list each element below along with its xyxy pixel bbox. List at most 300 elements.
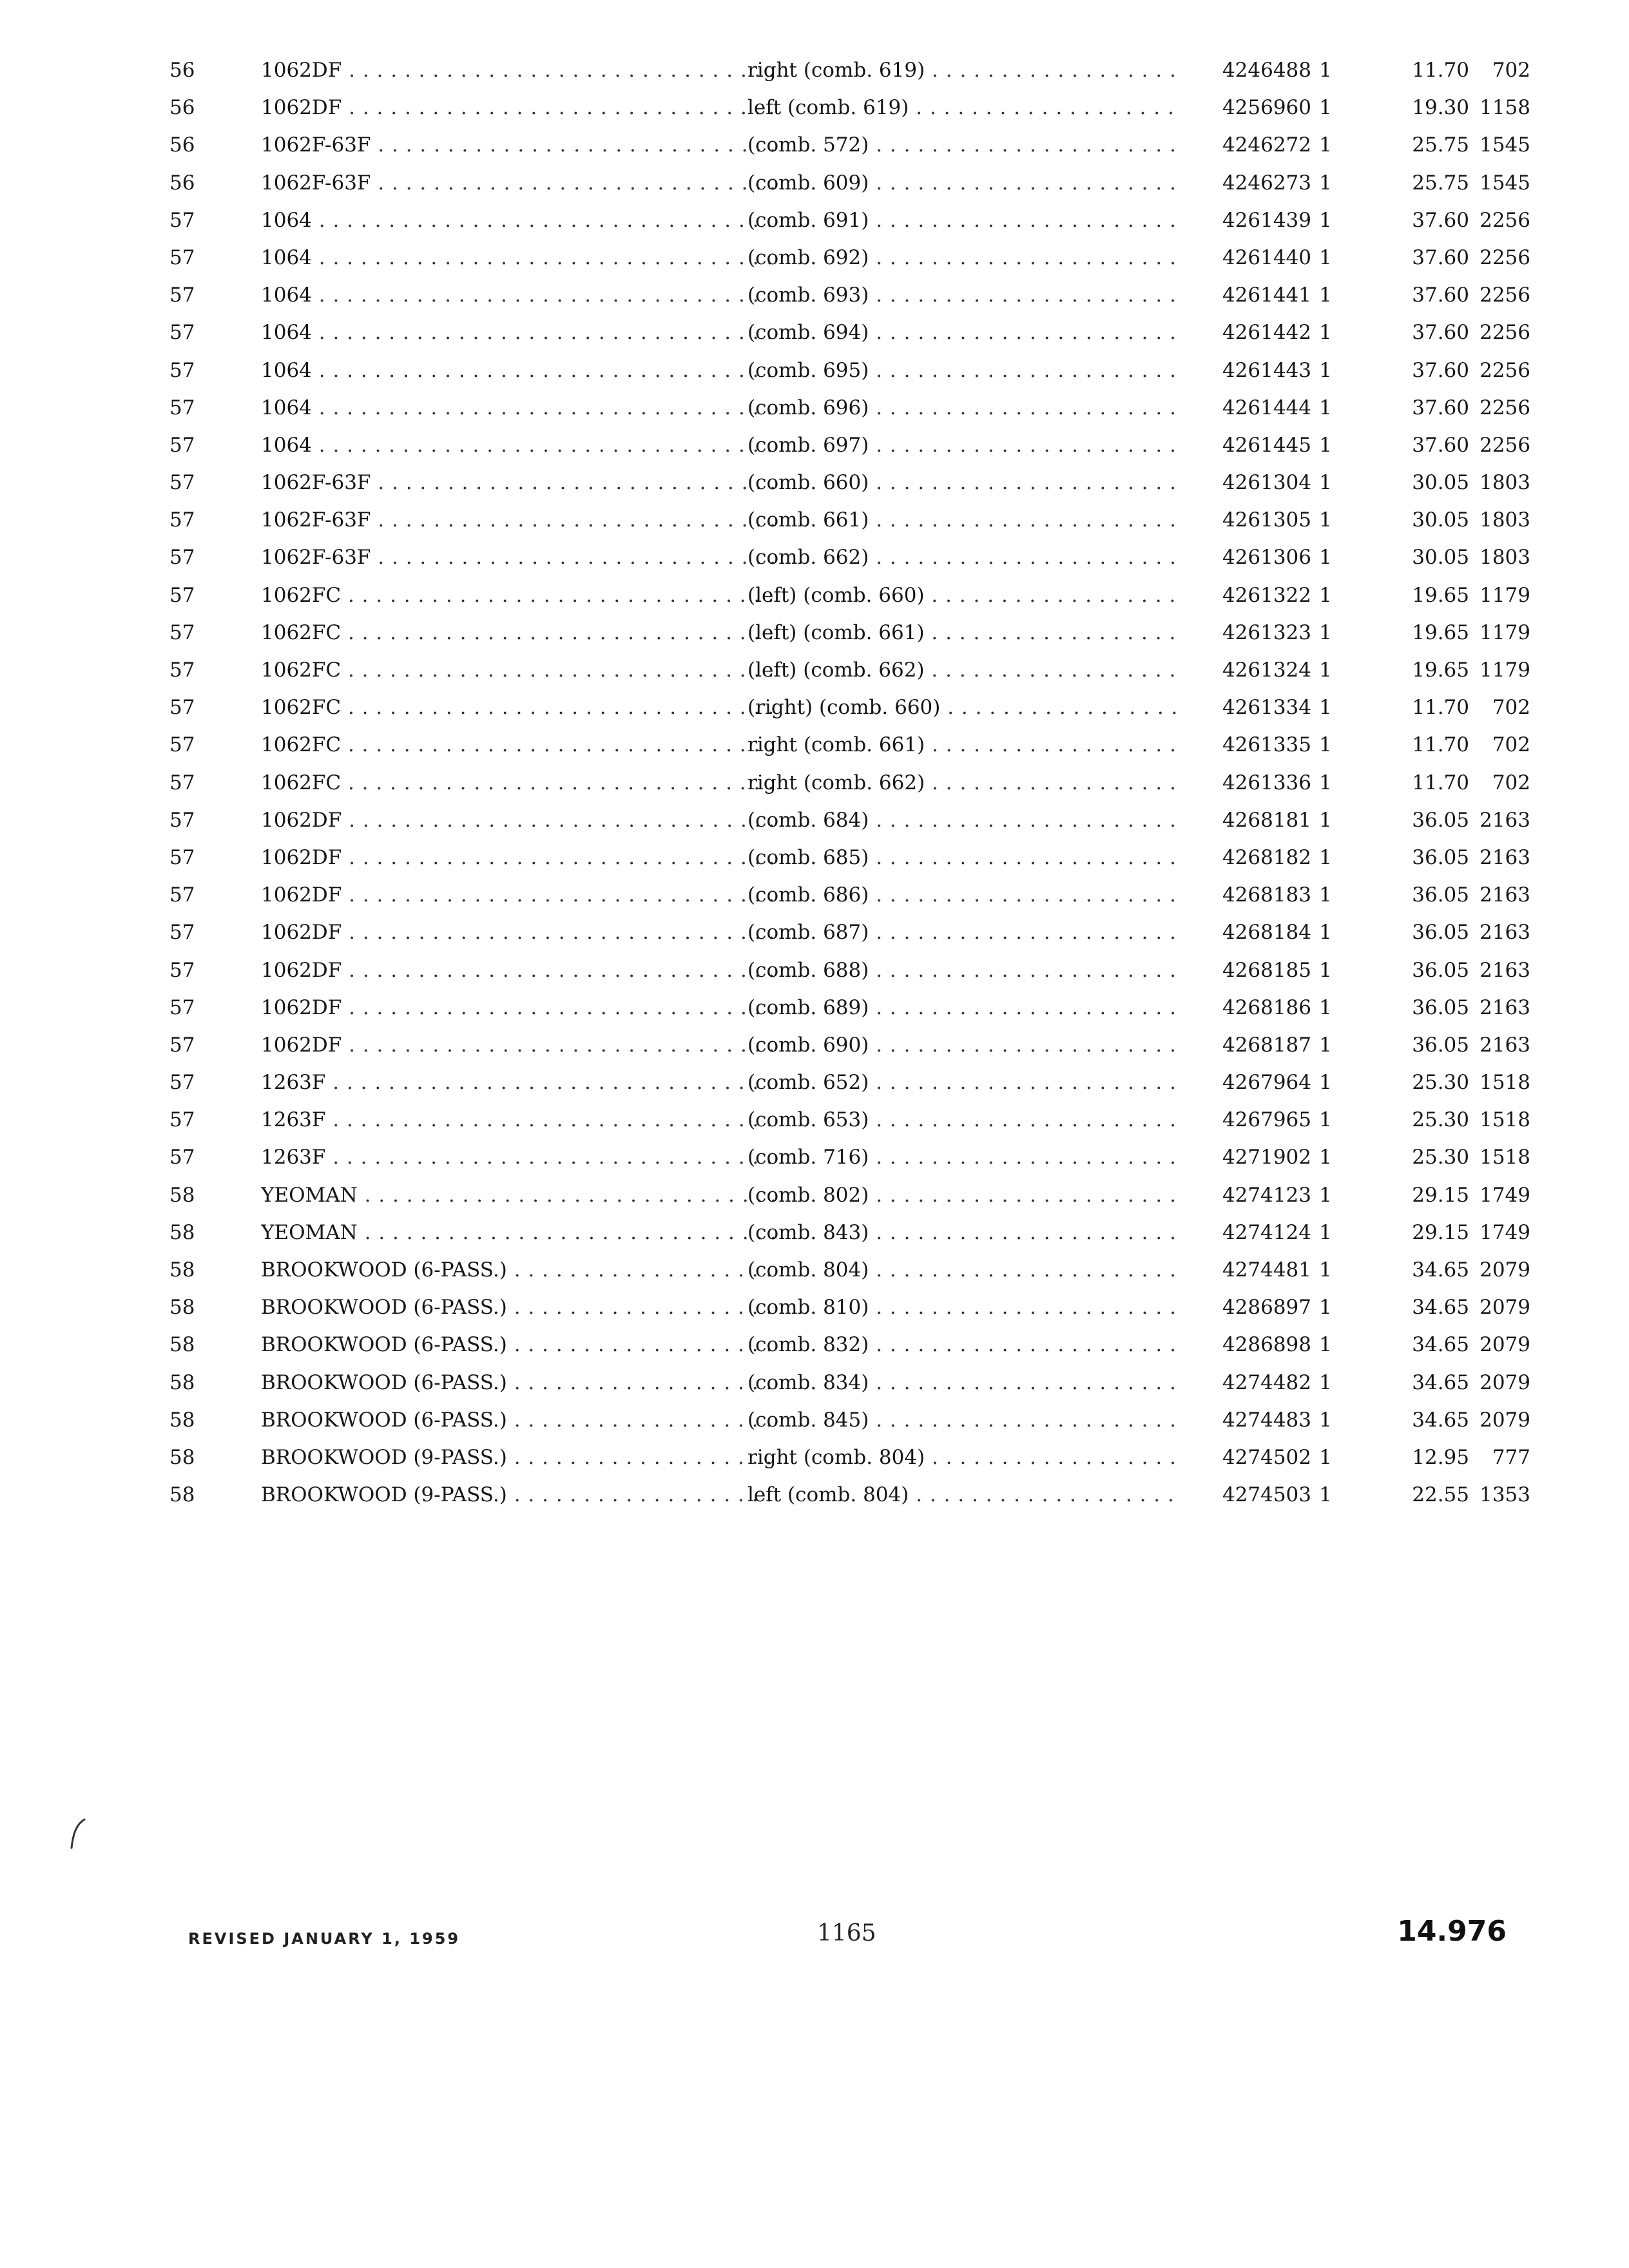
quantity-cell: 1 <box>1319 171 1332 195</box>
price-cell: 34.65 <box>1412 1296 1469 1320</box>
model-cell <box>261 1101 776 1139</box>
quantity-cell: 1 <box>1319 620 1332 644</box>
quantity-cell: 1 <box>1319 508 1332 532</box>
year-cell: 57 <box>169 771 195 794</box>
part-number-cell: 4256960 <box>1222 96 1311 120</box>
table-row <box>164 1289 1530 1326</box>
model-text: 1062F-63F . . . <box>261 546 776 569</box>
model-cell <box>261 239 776 276</box>
model-text: BROOKWOOD (9-PASS.) . . . <box>261 1446 776 1469</box>
table-row <box>164 314 1530 351</box>
code-cell: 1518 <box>1480 1146 1530 1169</box>
model-cell <box>261 427 776 464</box>
model-cell <box>261 539 776 576</box>
description-text: (comb. 685) . . . <box>747 846 1176 869</box>
description-cell <box>747 989 1176 1026</box>
description-text: (comb. 653) . . . <box>747 1108 1176 1131</box>
quantity-cell: 1 <box>1319 59 1332 82</box>
quantity-cell: 1 <box>1319 921 1332 945</box>
model-cell <box>261 314 776 351</box>
model-cell <box>261 276 776 314</box>
quantity-cell: 1 <box>1319 1333 1332 1357</box>
model-text: 1062DF . . . <box>261 996 776 1019</box>
description-cell <box>747 1476 1176 1514</box>
quantity-cell: 1 <box>1319 133 1332 157</box>
code-cell: 2163 <box>1480 958 1530 982</box>
table-row <box>164 239 1530 276</box>
model-text: YEOMAN . . . <box>261 1221 776 1244</box>
model-cell <box>261 1139 776 1176</box>
description-text: (left) (comb. 661) . . . <box>747 621 1176 644</box>
quantity-cell: 1 <box>1319 1408 1332 1432</box>
description-text: (comb. 693) . . . <box>747 284 1176 307</box>
description-cell <box>747 202 1176 239</box>
quantity-cell: 1 <box>1319 1033 1332 1057</box>
description-text: (comb. 687) . . . <box>747 921 1176 944</box>
description-text: (left) (comb. 662) . . . <box>747 658 1176 682</box>
page-number: 1165 <box>817 1920 876 1946</box>
model-text: BROOKWOOD (6-PASS.) . . . <box>261 1371 776 1394</box>
year-cell: 57 <box>169 546 195 570</box>
model-text: 1062DF . . . <box>261 809 776 832</box>
part-number-cell: 4261323 <box>1222 620 1311 644</box>
table-row <box>164 1139 1530 1176</box>
description-text: (comb. 661) . . . <box>747 508 1176 532</box>
description-text: (comb. 686) . . . <box>747 883 1176 907</box>
model-cell <box>261 1064 776 1101</box>
model-cell <box>261 1177 776 1214</box>
description-text: (comb. 845) . . . <box>747 1408 1176 1432</box>
code-cell: 1353 <box>1480 1483 1530 1507</box>
table-row <box>164 126 1530 164</box>
year-cell: 57 <box>169 921 195 945</box>
table-row <box>164 464 1530 501</box>
quantity-cell: 1 <box>1319 96 1332 120</box>
model-cell <box>261 651 776 689</box>
code-cell: 702 <box>1492 771 1530 794</box>
part-number-cell: 4268182 <box>1222 845 1311 869</box>
model-text: 1062F-63F . . . <box>261 171 776 195</box>
model-cell <box>261 1026 776 1064</box>
description-cell <box>747 464 1176 501</box>
part-number-cell: 4246273 <box>1222 171 1311 195</box>
model-text: 1062FC . . . <box>261 771 776 794</box>
description-cell <box>747 1326 1176 1363</box>
price-cell: 25.30 <box>1412 1108 1469 1132</box>
quantity-cell: 1 <box>1319 245 1332 269</box>
price-cell: 34.65 <box>1412 1258 1469 1282</box>
description-cell <box>747 276 1176 314</box>
description-text: left (comb. 804) . . . <box>747 1483 1176 1506</box>
year-cell: 57 <box>169 733 195 757</box>
description-text: (comb. 694) . . . <box>747 321 1176 344</box>
model-text: 1062FC . . . <box>261 584 776 607</box>
price-cell: 36.05 <box>1412 808 1469 832</box>
price-cell: 37.60 <box>1412 433 1469 457</box>
quantity-cell: 1 <box>1319 845 1332 869</box>
model-cell <box>261 876 776 914</box>
code-cell: 2163 <box>1480 845 1530 869</box>
part-number-cell: 4261336 <box>1222 771 1311 794</box>
year-cell: 58 <box>169 1258 195 1282</box>
price-cell: 37.60 <box>1412 208 1469 232</box>
part-number-cell: 4268183 <box>1222 883 1311 907</box>
description-cell <box>747 1214 1176 1251</box>
description-cell <box>747 651 1176 689</box>
code-cell: 2163 <box>1480 883 1530 907</box>
table-row <box>164 802 1530 839</box>
model-text: 1064 . . . <box>261 359 776 382</box>
quantity-cell: 1 <box>1319 658 1332 682</box>
table-row <box>164 1064 1530 1101</box>
model-text: 1064 . . . <box>261 284 776 307</box>
description-text: (comb. 660) . . . <box>747 471 1176 494</box>
year-cell: 58 <box>169 1408 195 1432</box>
description-text: (comb. 843) . . . <box>747 1221 1176 1244</box>
model-cell <box>261 202 776 239</box>
code-cell: 1545 <box>1480 171 1530 195</box>
part-number-cell: 4261441 <box>1222 284 1311 307</box>
part-number-cell: 4274482 <box>1222 1370 1311 1394</box>
description-text: left (comb. 619) . . . <box>747 96 1176 119</box>
model-text: 1062FC . . . <box>261 658 776 682</box>
quantity-cell: 1 <box>1319 733 1332 757</box>
year-cell: 58 <box>169 1483 195 1507</box>
part-number-cell: 4268184 <box>1222 921 1311 945</box>
part-number-cell: 4268181 <box>1222 808 1311 832</box>
table-row <box>164 1401 1530 1439</box>
code-cell: 2163 <box>1480 808 1530 832</box>
price-cell: 37.60 <box>1412 358 1469 382</box>
description-cell <box>747 427 1176 464</box>
table-row <box>164 876 1530 914</box>
model-text: 1062F-63F . . . <box>261 508 776 532</box>
model-text: BROOKWOOD (6-PASS.) . . . <box>261 1258 776 1282</box>
price-cell: 19.65 <box>1412 620 1469 644</box>
price-cell: 30.05 <box>1412 546 1469 570</box>
description-cell <box>747 501 1176 539</box>
price-cell: 37.60 <box>1412 321 1469 345</box>
price-cell: 36.05 <box>1412 995 1469 1019</box>
description-cell <box>747 1064 1176 1101</box>
description-text: right (comb. 662) . . . <box>747 771 1176 794</box>
table-row <box>164 726 1530 764</box>
model-cell <box>261 52 776 89</box>
part-number-cell: 4246272 <box>1222 133 1311 157</box>
price-cell: 29.15 <box>1412 1220 1469 1244</box>
model-cell <box>261 1289 776 1326</box>
year-cell: 58 <box>169 1183 195 1207</box>
table-row <box>164 1214 1530 1251</box>
code-cell: 1179 <box>1480 583 1530 607</box>
part-number-cell: 4261445 <box>1222 433 1311 457</box>
description-text: (comb. 810) . . . <box>747 1296 1176 1319</box>
year-cell: 57 <box>169 245 195 269</box>
part-number-cell: 4274483 <box>1222 1408 1311 1432</box>
part-number-cell: 4267965 <box>1222 1108 1311 1132</box>
model-text: 1062DF . . . <box>261 883 776 907</box>
part-number-cell: 4261335 <box>1222 733 1311 757</box>
description-cell <box>747 1026 1176 1064</box>
quantity-cell: 1 <box>1319 583 1332 607</box>
quantity-cell: 1 <box>1319 208 1332 232</box>
description-text: (comb. 689) . . . <box>747 996 1176 1019</box>
model-text: BROOKWOOD (6-PASS.) . . . <box>261 1296 776 1319</box>
description-text: (left) (comb. 660) . . . <box>747 584 1176 607</box>
revision-date: REVISED JANUARY 1, 1959 <box>188 1930 461 1948</box>
model-text: 1263F . . . <box>261 1146 776 1169</box>
code-cell: 2079 <box>1480 1370 1530 1394</box>
part-number-cell: 4286898 <box>1222 1333 1311 1357</box>
description-cell <box>747 1289 1176 1326</box>
part-number-cell: 4274503 <box>1222 1483 1311 1507</box>
description-cell <box>747 389 1176 427</box>
model-text: 1062DF . . . <box>261 846 776 869</box>
year-cell: 57 <box>169 883 195 907</box>
year-cell: 57 <box>169 433 195 457</box>
description-cell <box>747 764 1176 802</box>
table-row <box>164 952 1530 989</box>
model-cell <box>261 501 776 539</box>
quantity-cell: 1 <box>1319 284 1332 307</box>
part-number-cell: 4286897 <box>1222 1296 1311 1320</box>
price-cell: 37.60 <box>1412 245 1469 269</box>
quantity-cell: 1 <box>1319 1183 1332 1207</box>
table-row <box>164 614 1530 651</box>
price-cell: 11.70 <box>1412 696 1469 720</box>
part-number-cell: 4261444 <box>1222 396 1311 419</box>
description-text: right (comb. 804) . . . <box>747 1446 1176 1469</box>
part-number-cell: 4261324 <box>1222 658 1311 682</box>
pen-mark <box>68 1817 87 1849</box>
price-cell: 25.30 <box>1412 1071 1469 1095</box>
year-cell: 57 <box>169 1146 195 1169</box>
table-row <box>164 989 1530 1026</box>
model-cell <box>261 464 776 501</box>
year-cell: 58 <box>169 1445 195 1469</box>
table-row <box>164 764 1530 802</box>
description-text: (comb. 804) . . . <box>747 1258 1176 1282</box>
year-cell: 57 <box>169 1071 195 1095</box>
price-cell: 36.05 <box>1412 921 1469 945</box>
quantity-cell: 1 <box>1319 433 1332 457</box>
table-row <box>164 501 1530 539</box>
code-cell: 2079 <box>1480 1333 1530 1357</box>
model-text: 1064 . . . <box>261 434 776 457</box>
description-text: (comb. 688) . . . <box>747 959 1176 982</box>
model-text: 1263F . . . <box>261 1108 776 1131</box>
quantity-cell: 1 <box>1319 546 1332 570</box>
description-cell <box>747 539 1176 576</box>
description-cell <box>747 1439 1176 1476</box>
quantity-cell: 1 <box>1319 1108 1332 1132</box>
year-cell: 57 <box>169 995 195 1019</box>
description-cell <box>747 577 1176 614</box>
price-cell: 37.60 <box>1412 284 1469 307</box>
model-text: 1062DF . . . <box>261 921 776 944</box>
quantity-cell: 1 <box>1319 995 1332 1019</box>
table-row <box>164 539 1530 576</box>
table-row <box>164 52 1530 89</box>
price-cell: 12.95 <box>1412 1445 1469 1469</box>
model-cell <box>261 1439 776 1476</box>
description-text: (comb. 662) . . . <box>747 546 1176 569</box>
part-number-cell: 4274123 <box>1222 1183 1311 1207</box>
model-text: 1062DF . . . <box>261 96 776 119</box>
quantity-cell: 1 <box>1319 321 1332 345</box>
model-cell <box>261 764 776 802</box>
code-cell: 2079 <box>1480 1258 1530 1282</box>
model-cell <box>261 689 776 726</box>
quantity-cell: 1 <box>1319 1220 1332 1244</box>
year-cell: 57 <box>169 620 195 644</box>
part-number-cell: 4268186 <box>1222 995 1311 1019</box>
code-cell: 777 <box>1492 1445 1530 1469</box>
description-cell <box>747 726 1176 764</box>
code-cell: 702 <box>1492 733 1530 757</box>
price-cell: 36.05 <box>1412 883 1469 907</box>
part-number-cell: 4267964 <box>1222 1071 1311 1095</box>
year-cell: 58 <box>169 1333 195 1357</box>
year-cell: 57 <box>169 508 195 532</box>
description-cell <box>747 1139 1176 1176</box>
part-number-cell: 4261439 <box>1222 208 1311 232</box>
description-text: (comb. 834) . . . <box>747 1371 1176 1394</box>
model-cell <box>261 614 776 651</box>
model-cell <box>261 1326 776 1363</box>
model-text: BROOKWOOD (6-PASS.) . . . <box>261 1333 776 1356</box>
model-text: 1062DF . . . <box>261 959 776 982</box>
code-cell: 2079 <box>1480 1296 1530 1320</box>
description-cell <box>747 1364 1176 1401</box>
model-text: BROOKWOOD (9-PASS.) . . . <box>261 1483 776 1506</box>
quantity-cell: 1 <box>1319 1258 1332 1282</box>
quantity-cell: 1 <box>1319 396 1332 419</box>
table-row <box>164 689 1530 726</box>
description-cell <box>747 239 1176 276</box>
quantity-cell: 1 <box>1319 883 1332 907</box>
part-number-cell: 4271902 <box>1222 1146 1311 1169</box>
code-cell: 702 <box>1492 59 1530 82</box>
code-cell: 2256 <box>1480 284 1530 307</box>
code-cell: 2256 <box>1480 396 1530 419</box>
model-cell <box>261 1214 776 1251</box>
description-text: (comb. 832) . . . <box>747 1333 1176 1356</box>
price-cell: 25.75 <box>1412 171 1469 195</box>
description-cell <box>747 802 1176 839</box>
model-cell <box>261 1251 776 1289</box>
code-cell: 1179 <box>1480 620 1530 644</box>
description-text: (comb. 802) . . . <box>747 1184 1176 1207</box>
table-row <box>164 1177 1530 1214</box>
description-text: (comb. 696) . . . <box>747 396 1176 419</box>
model-cell <box>261 726 776 764</box>
price-cell: 11.70 <box>1412 733 1469 757</box>
description-text: (comb. 716) . . . <box>747 1146 1176 1169</box>
price-cell: 36.05 <box>1412 845 1469 869</box>
part-number-cell: 4261306 <box>1222 546 1311 570</box>
part-number-cell: 4261322 <box>1222 583 1311 607</box>
model-text: 1064 . . . <box>261 321 776 344</box>
code-cell: 1803 <box>1480 508 1530 532</box>
model-text: 1062F-63F . . . <box>261 471 776 494</box>
price-cell: 11.70 <box>1412 771 1469 794</box>
price-cell: 34.65 <box>1412 1408 1469 1432</box>
price-cell: 19.65 <box>1412 583 1469 607</box>
part-number-cell: 4261305 <box>1222 508 1311 532</box>
quantity-cell: 1 <box>1319 1445 1332 1469</box>
part-number-cell: 4274124 <box>1222 1220 1311 1244</box>
quantity-cell: 1 <box>1319 771 1332 794</box>
description-cell <box>747 314 1176 351</box>
model-cell <box>261 89 776 126</box>
part-number-cell: 4261440 <box>1222 245 1311 269</box>
description-cell <box>747 126 1176 164</box>
table-row <box>164 1439 1530 1476</box>
year-cell: 57 <box>169 358 195 382</box>
model-text: BROOKWOOD (6-PASS.) . . . <box>261 1408 776 1432</box>
description-cell <box>747 914 1176 951</box>
model-cell <box>261 577 776 614</box>
description-text: (comb. 695) . . . <box>747 359 1176 382</box>
price-cell: 19.65 <box>1412 658 1469 682</box>
price-cell: 25.75 <box>1412 133 1469 157</box>
part-number-cell: 4246488 <box>1222 59 1311 82</box>
code-cell: 2163 <box>1480 995 1530 1019</box>
model-cell <box>261 126 776 164</box>
parts-table <box>164 52 1530 1514</box>
model-text: 1062FC . . . <box>261 621 776 644</box>
table-row <box>164 427 1530 464</box>
table-row <box>164 651 1530 689</box>
part-number-cell: 4261304 <box>1222 471 1311 495</box>
code-cell: 2163 <box>1480 1033 1530 1057</box>
model-cell <box>261 1364 776 1401</box>
description-cell <box>747 1177 1176 1214</box>
price-cell: 37.60 <box>1412 396 1469 419</box>
code-cell: 702 <box>1492 696 1530 720</box>
model-cell <box>261 952 776 989</box>
description-text: right (comb. 619) . . . <box>747 59 1176 82</box>
description-cell <box>747 1101 1176 1139</box>
table-row <box>164 352 1530 389</box>
quantity-cell: 1 <box>1319 358 1332 382</box>
table-row <box>164 202 1530 239</box>
description-text: (right) (comb. 660) . . . <box>747 696 1176 719</box>
price-cell: 22.55 <box>1412 1483 1469 1507</box>
part-number-cell: 4261334 <box>1222 696 1311 720</box>
description-cell <box>747 164 1176 202</box>
year-cell: 57 <box>169 208 195 232</box>
model-cell <box>261 839 776 876</box>
description-cell <box>747 614 1176 651</box>
year-cell: 57 <box>169 1108 195 1132</box>
model-text: 1062F-63F . . . <box>261 133 776 157</box>
code-cell: 2079 <box>1480 1408 1530 1432</box>
model-cell <box>261 164 776 202</box>
description-cell <box>747 1401 1176 1439</box>
price-cell: 30.05 <box>1412 508 1469 532</box>
year-cell: 57 <box>169 958 195 982</box>
description-text: (comb. 609) . . . <box>747 171 1176 195</box>
code-cell: 2256 <box>1480 321 1530 345</box>
table-row <box>164 276 1530 314</box>
price-cell: 36.05 <box>1412 958 1469 982</box>
code-cell: 1518 <box>1480 1071 1530 1095</box>
model-cell <box>261 1476 776 1514</box>
quantity-cell: 1 <box>1319 696 1332 720</box>
description-text: (comb. 691) . . . <box>747 209 1176 232</box>
